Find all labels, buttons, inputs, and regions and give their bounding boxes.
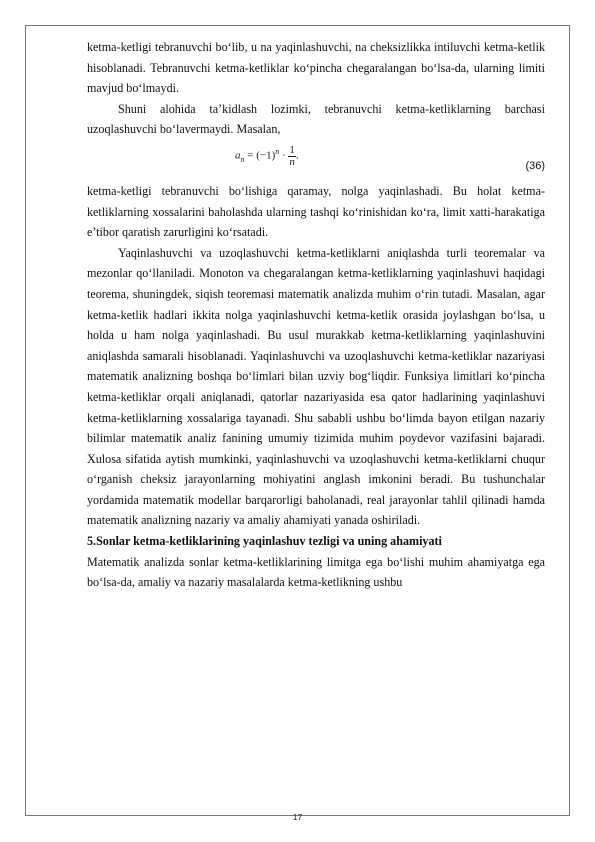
equation: $a_n = (-1)^n$ · $\frac{1}{n}$ . xyxy=(235,143,299,168)
equation-block xyxy=(87,140,545,181)
paragraph: ketma-ketligi tebranuvchi bo‘lishiga qaramay, nolga yaqinlashadi. Bu holat ketma-ketliklarning xossalarini baholashda ularning tashqi ko‘rinishidan ko‘ra, limit xatti-harakatiga e’tibor qaratish zarurligini ko‘rsatadi. xyxy=(87,183,545,240)
document-body xyxy=(87,37,545,593)
paragraph: Shuni alohida ta’kidlash lozimki, tebranuvchi ketma-ketliklarning barchasi uzoqlashuvchi bo‘lavermaydi. Masalan, xyxy=(87,101,545,137)
page-number: 17 xyxy=(292,812,303,822)
fraction: $\frac{1}{n}$ xyxy=(289,143,295,168)
section-heading: 5.Sonlar ketma-ketliklarining yaqinlashuv tezligi va uning ahamiyati xyxy=(87,534,442,549)
paragraph: Matematik analizda sonlar ketma-ketliklarining limitga ega bo‘lishi muhim ahamiyatga ega bo‘lsa-da, amaliy va nazariy masalalarda ketma-ketlikning ushbu xyxy=(87,554,545,590)
paragraph: Yaqinlashuvchi va uzoqlashuvchi ketma-ketliklarni aniqlashda turli teoremalar va mezonlar qo‘llaniladi. Monoton va chegaralangan ketma-ketliklarning yaqinlashuvi haqidagi teorema, shuningdek, siqish teoremasi matematik analizda muhim o‘rin tutadi. Masalan, agar ketma-ketlik hadlari ikkita nolga yaqinlashuvchi ketma-ketlik orasida joylashgan bo‘lsa, u holda u ham nolga yaqinlashadi. Bu usul murakkab ketma-ketliklarning yaqinlashuvini aniqlashda samarali hisoblanadi. Yaqinlashuvchi va uzoqlashuvchi ketma-ketliklar nazariyasi matematik analizning boshqa bo‘limlari bilan uzviy bog‘liqdir. Funksiya limitlari ko‘pincha ketma-ketliklar orqali aniqlanadi, qatorlar nazariyasida esa qator hadlarining yaqinlashuvi ketma-ketliklarning xossalariga tayanadi. Shu sababli ushbu bo‘limda bayon etilgan nazariy bilimlar matematik analiz fanining umumiy tizimida muhim poydevor vazifasini bajaradi. Xulosa sifatida aytish mumkinki, yaqinlashuvchi va uzoqlashuvchi ketma-ketliklarni chuqur o‘rganish cheksiz jarayonlarning mohiyatini anglash imkonini beradi. Bu tushunchalar yordamida matematik modellar barqarorligi baholanadi, real jarayonlar tahlil qilinadi hamda matematik analizning nazariy va amaliy ahamiyati yanada oshiriladi. xyxy=(87,245,545,528)
equation-number: (36) xyxy=(525,159,545,172)
paragraph: ketma-ketligi tebranuvchi bo‘lib, u na yaqinlashuvchi, na cheksizlikka intiluvchi ketma-ketlik hisoblanadi. Tebranuvchi ketma-ketliklar ko‘pincha chegaralangan bo‘lsa-da, ularning limiti mavjud bo‘lmaydi. xyxy=(87,40,545,96)
